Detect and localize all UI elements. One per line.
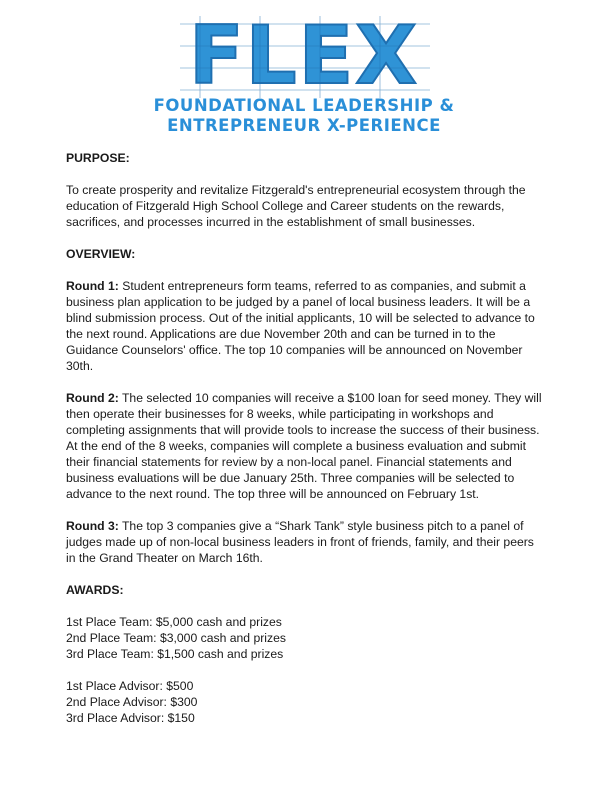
round-3-paragraph (66, 518, 546, 566)
round-2-text: The selected 10 companies will receive a $100 loan for seed money. They will then operate their businesses for 8 weeks, while participating in workshops and completing assignments that will provide tools to increase the success of their business. At the end of the 8 weeks, companies will complete a business evaluation and submit their financial statements for review by a non-local panel. Financial statements and business evaluations will be due January 25th. Three companies will be selected to advance to the next round. The top three will be announced on February 1st. (66, 391, 542, 501)
advisor-award-2: 2nd Place Advisor: $300 (66, 695, 198, 709)
awards-heading: AWARDS: (66, 583, 124, 597)
flex-logo (0, 0, 608, 140)
overview-heading: OVERVIEW: (66, 247, 136, 261)
round-2-label: Round 2: (66, 391, 119, 405)
document-body (66, 150, 546, 726)
purpose-text: To create prosperity and revitalize Fitzgerald's entrepreneurial ecosystem through the education of Fitzgerald High School College and Career students on the rewards, sacrifices, and processes incurred in the establishment of small businesses. (66, 183, 526, 229)
logo-wordmark: FLEX (189, 9, 419, 102)
team-award-1: 1st Place Team: $5,000 cash and prizes (66, 615, 282, 629)
round-3-label: Round 3: (66, 519, 119, 533)
logo-subtitle-line-2: ENTREPRENEUR X-PERIENCE (167, 116, 441, 135)
round-1-label: Round 1: (66, 279, 119, 293)
round-2-paragraph (66, 390, 546, 502)
advisor-award-1: 1st Place Advisor: $500 (66, 679, 194, 693)
round-3-text: The top 3 companies give a “Shark Tank” style business pitch to a panel of judges made up of non-local business leaders in front of friends, family, and their peers in the Grand Theater on March 16th. (66, 519, 534, 565)
advisor-award-3: 3rd Place Advisor: $150 (66, 711, 195, 725)
team-award-3: 3rd Place Team: $1,500 cash and prizes (66, 647, 284, 661)
purpose-heading: PURPOSE: (66, 151, 130, 165)
round-1-paragraph (66, 278, 546, 374)
round-1-text: Student entrepreneurs form teams, referred to as companies, and submit a business plan application to be judged by a panel of local business leaders. It will be a blind submission process. Out of the initial applicants, 10 will be selected to advance to the next round. Applications are due November 20th and can be turned in to the Guidance Counselors' office. The top 10 companies will be announced on November 30th. (66, 279, 535, 373)
logo-subtitle-line-1: FOUNDATIONAL LEADERSHIP & (153, 96, 455, 115)
team-award-2: 2nd Place Team: $3,000 cash and prizes (66, 631, 286, 645)
